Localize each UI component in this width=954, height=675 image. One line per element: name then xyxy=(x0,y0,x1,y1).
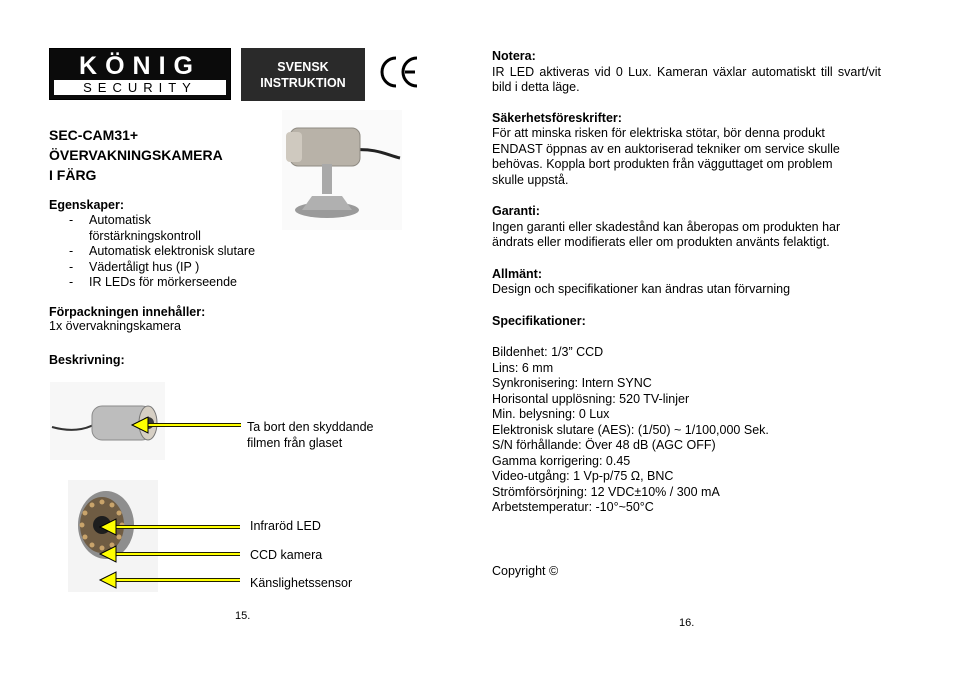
package-section xyxy=(49,305,205,335)
feature-item: - IR LEDs för mörkerseende xyxy=(49,275,289,291)
features-section xyxy=(49,198,289,291)
features-list xyxy=(49,213,289,291)
spec-item: S/N förhållande: Över 48 dB (AGC OFF) xyxy=(492,438,716,452)
page-number-right: 16. xyxy=(679,617,695,629)
spec-item: Elektronisk slutare (AES): (1/50) ~ 1/100,000 Sek. xyxy=(492,422,769,437)
safety-line: ENDAST öppnas av en auktoriserad tekniker om service skulle xyxy=(492,141,840,156)
note-text: IR LED aktiveras vid 0 Lux. Kameran växlar automatiskt till svart/vit bild i detta läge. xyxy=(492,64,881,94)
product-model: SEC-CAM31+ xyxy=(49,127,139,143)
product-title xyxy=(49,125,223,185)
callout-remove-film: Ta bort den skyddande filmen från glaset xyxy=(247,420,374,450)
package-text: 1x övervakningskamera xyxy=(49,319,182,333)
warranty-line: ändrats eller modifierats eller om produkten använts felaktigt. xyxy=(492,235,830,249)
product-name-line-2: I FÄRG xyxy=(49,167,97,183)
spec-item: Video-utgång: 1 Vp-p/75 Ω, BNC xyxy=(492,469,674,483)
feature-item: - Vädertåligt hus (IP ) xyxy=(49,260,289,276)
spec-item: Horisontal upplösning: 520 TV-linjer xyxy=(492,391,690,406)
warranty-heading: Garanti: xyxy=(492,204,540,218)
general-text: Design och specifikationer kan ändras utan förvarning xyxy=(492,282,791,296)
spec-heading: Specifikationer: xyxy=(492,313,586,328)
safety-heading: Säkerhetsföreskrifter: xyxy=(492,110,622,125)
spec-item: Gamma korrigering: 0.45 xyxy=(492,453,631,468)
safety-line: skulle uppstå. xyxy=(492,172,569,187)
language-badge xyxy=(241,48,365,101)
camera-photo xyxy=(282,110,402,230)
feature-item: - Automatisk förstärkningskontroll xyxy=(49,213,219,244)
note-heading: Notera: xyxy=(492,49,536,63)
spec-item: Strömförsörjning: 12 VDC±10% / 300 mA xyxy=(492,484,720,499)
features-heading: Egenskaper: xyxy=(49,198,125,212)
description-heading: Beskrivning: xyxy=(49,353,125,367)
product-name-line-1: ÖVERVAKNINGSKAMERA xyxy=(49,147,223,163)
warranty-line: Ingen garanti eller skadestånd kan åberopas om produkten har xyxy=(492,219,841,234)
copyright-text: Copyright © xyxy=(492,564,559,578)
spec-item: Lins: 6 mm xyxy=(492,360,554,375)
arrow-left-icon xyxy=(96,543,242,565)
callout-ccd: CCD kamera xyxy=(250,548,323,562)
spec-item: Synkronisering: Intern SYNC xyxy=(492,376,652,390)
arrow-left-icon xyxy=(128,414,243,436)
spec-item: Bildenhet: 1/3” CCD xyxy=(492,345,604,359)
spec-item: Arbetstemperatur: -10°~50°C xyxy=(492,500,654,514)
page-number-left: 15. xyxy=(235,610,251,622)
badge-line-2: INSTRUKTION xyxy=(260,75,346,90)
arrow-left-icon xyxy=(96,516,242,538)
package-heading: Förpackningen innehåller: xyxy=(49,305,206,319)
right-column xyxy=(492,49,881,532)
general-heading: Allmänt: xyxy=(492,266,542,281)
safety-line: För att minska risken för elektriska stötar, bör denna produkt xyxy=(492,126,825,140)
spec-item: Min. belysning: 0 Lux xyxy=(492,407,610,421)
konig-security-logo xyxy=(49,48,231,100)
callout-sensor: Känslighetssensor xyxy=(250,576,353,590)
feature-item: - Automatisk elektronisk slutare xyxy=(49,244,289,260)
ce-mark-icon xyxy=(377,52,421,92)
safety-line: behövas. Koppla bort produkten från vägguttaget om problem xyxy=(492,157,833,171)
logo-sub-text: SECURITY xyxy=(54,80,226,95)
arrow-left-icon xyxy=(96,569,242,591)
callout-ir-led: Infraröd LED xyxy=(250,519,321,533)
logo-brand-text: KÖNIG xyxy=(79,52,201,80)
badge-line-1: SVENSK xyxy=(277,59,329,74)
